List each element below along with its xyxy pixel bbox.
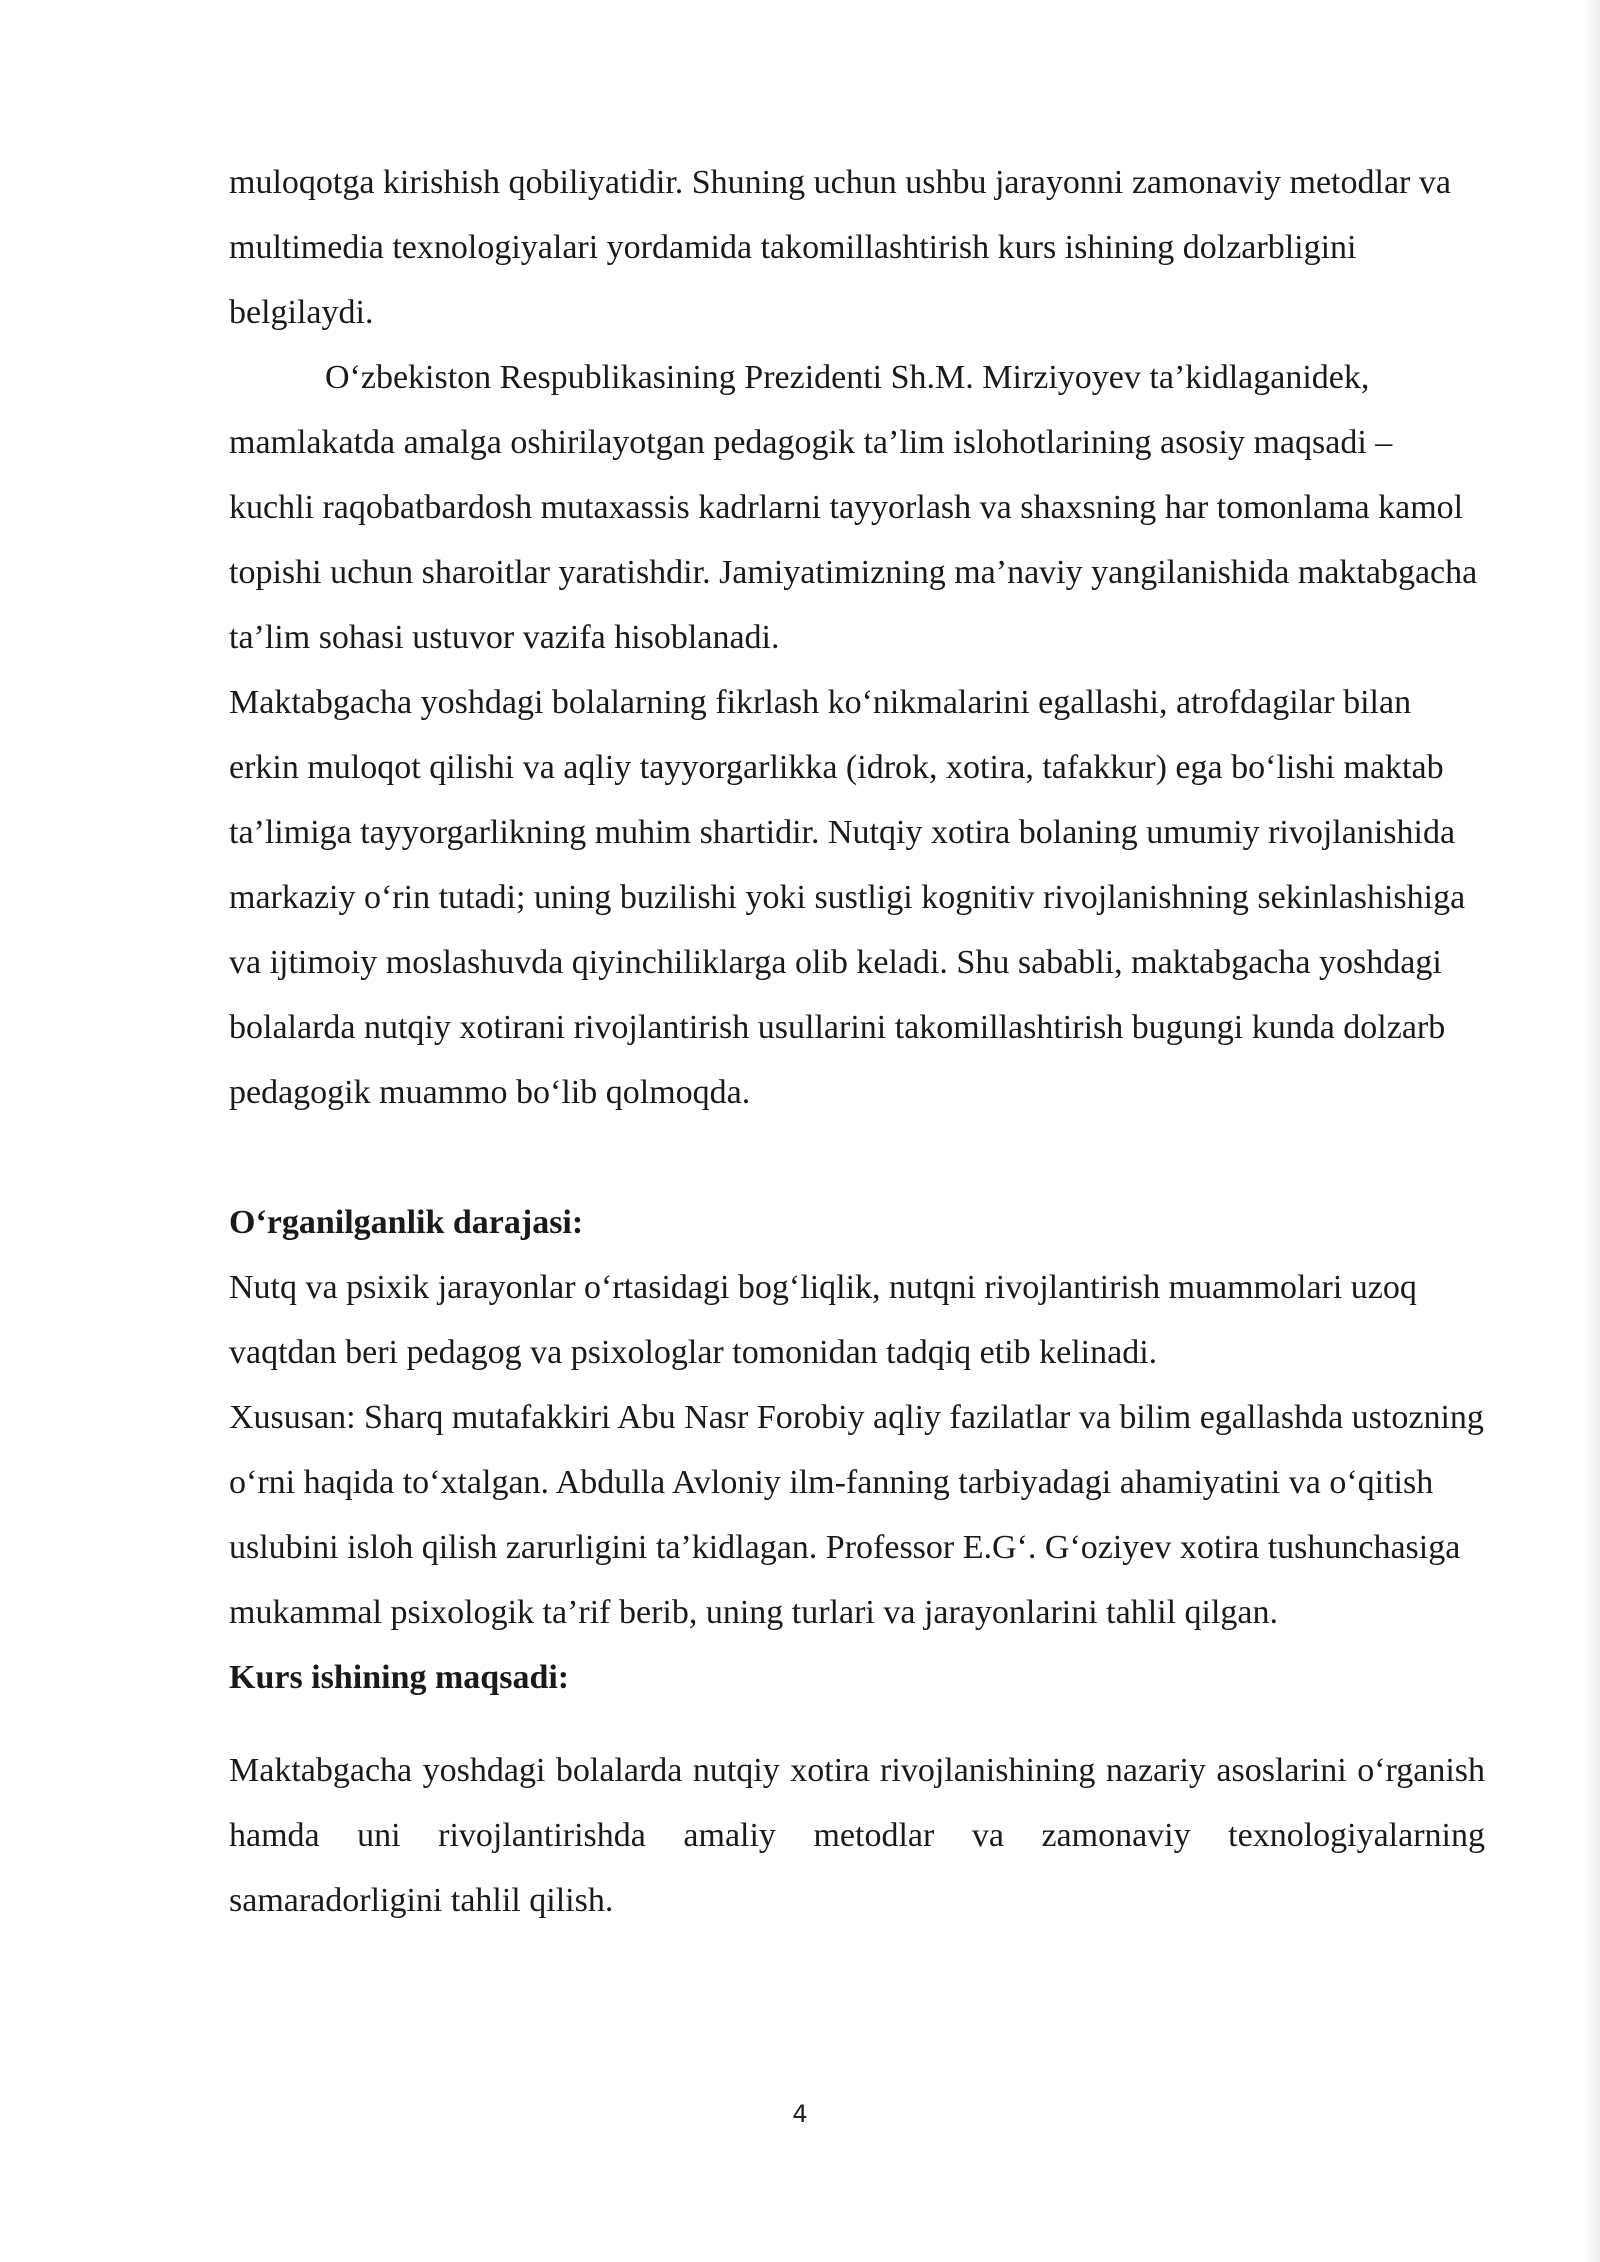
paragraph-scholars: Xususan: Sharq mutafakkiri Abu Nasr Forobiy aqliy fazilatlar va bilim egallashda ustozning o‘rni haqida to‘xtalgan. Abdulla Avloniy ilm-fanning tarbiyadagi ahamiyatini va o‘qitish uslubini isloh qilish zarurligini ta’kidlagan. Professor E.G‘. G‘oziyev xotira tushunchasiga mukammal psixologik ta’rif berib, uning turlari va jarayonlarini tahlil qilgan. xyxy=(229,1399,1484,1631)
heading-study-level: O‘rganilganlik darajasi: xyxy=(229,1204,584,1241)
heading-course-goal: Kurs ishining maqsadi: xyxy=(229,1659,570,1696)
paragraph-research-history: Nutq va psixik jarayonlar o‘rtasidagi bog‘liqlik, nutqni rivojlantirish muammolari uzoq vaqtdan beri pedagog va psixologlar tomonidan tadqiq etib kelinadi. xyxy=(229,1269,1417,1371)
paragraph-course-goal: Maktabgacha yoshdagi bolalarda nutqiy xotira rivojlanishining nazariy asoslarini o‘rganish hamda uni rivojlantirishda amaliy metodlar va zamonaviy texnologiyalarning samaradorligini tahlil qilish. xyxy=(229,1752,1485,1919)
paragraph-preschool-readiness: Maktabgacha yoshdagi bolalarning fikrlash ko‘nikmalarini egallashi, atrofdagilar bilan erkin muloqot qilishi va aqliy tayyorgarlikka (idrok, xotira, tafakkur) ega bo‘lishi maktab ta’limiga tayyorgarlikning muhim shartidir. Nutqiy xotira bolaning umumiy rivojlanishida markaziy o‘rin tutadi; uning buzilishi yoki sustligi kognitiv rivojlanishning sekinlashishiga va ijtimoiy moslashuvda qiyinchiliklarga olib keladi. Shu sababli, maktabgacha yoshdagi bolalarda nutqiy xotirani rivojlantirish usullarini takomillashtirish bugungi kunda dolzarb pedagogik muammo bo‘lib qolmoqda. xyxy=(229,684,1466,1111)
page-number: 4 xyxy=(792,2100,808,2128)
paragraph-president-quote: O‘zbekiston Respublikasining Prezidenti Sh.M. Mirziyoyev ta’kidlaganidek, mamlakatda amalga oshirilayotgan pedagogik ta’lim islohotlarining asosiy maqsadi – kuchli raqobatbardosh mutaxassis kadrlarni tayyorlash va shaxsning har tomonlama kamol topishi uchun sharoitlar yaratishdir. Jamiyatimizning ma’naviy yangilanishida maktabgacha ta’lim sohasi ustuvor vazifa hisoblanadi. xyxy=(229,359,1478,656)
page-edge-shadow xyxy=(1582,0,1600,2262)
paragraph-intro-continuation: muloqotga kirishish qobiliyatidir. Shuning uchun ushbu jarayonni zamonaviy metodlar va multimedia texnologiyalari yordamida takomillashtirish kurs ishining dolzarbligini belgilaydi. xyxy=(229,164,1451,331)
page-body xyxy=(229,150,1485,1933)
